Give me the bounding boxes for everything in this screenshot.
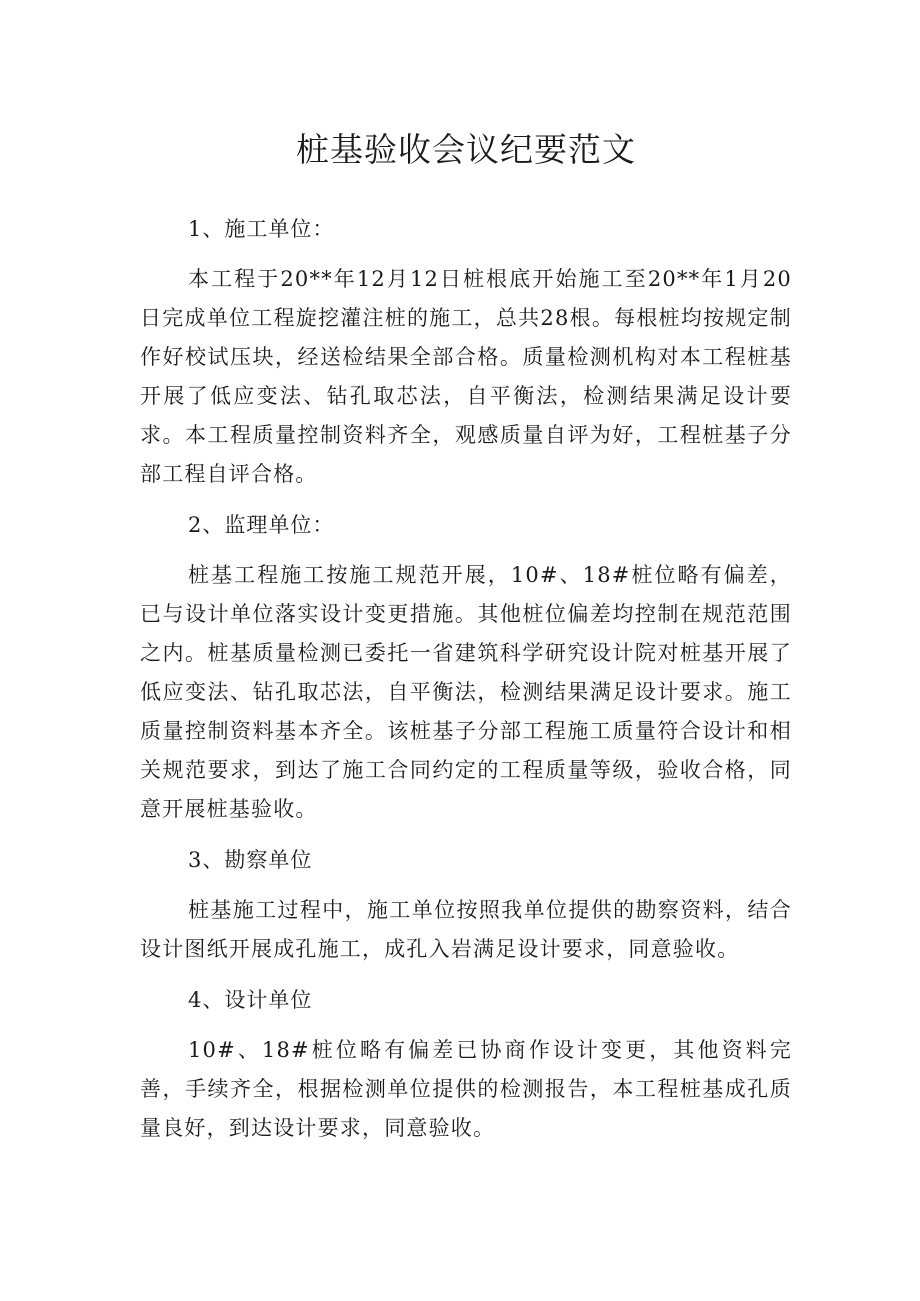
section-body: 桩基工程施工按施工规范开展，10#、18#桩位略有偏差，已与设计单位落实设计变更措施。其他桩位偏差均控制在规范范围之内。桩基质量检测已委托一省建筑科学研究设计院对桩基开展了低应变法、钻孔取芯法，自平衡法，检测结果满足设计要求。施工质量控制资料基本齐全。该桩基子分部工程施工质量符合设计和相关规范要求，到达了施工合同约定的工程质量等级，验收合格，同意开展桩基验收。 — [140, 563, 792, 821]
section-construction-unit — [140, 212, 792, 494]
section-heading: 1、施工单位： — [188, 217, 335, 241]
section-supervision-unit — [140, 508, 792, 829]
section-design-unit — [140, 983, 792, 1148]
section-body: 本工程于20**年12月12日桩根底开始施工至20**年1月20日完成单位工程旋挖灌注桩的施工，总共28根。每根桩均按规定制作好校试压块，经送检结果全部合格。质量检测机构对本工程桩基开展了低应变法、钻孔取芯法，自平衡法，检测结果满足设计要求。本工程质量控制资料齐全，观感质量自评为好，工程桩基子分部工程自评合格。 — [140, 267, 792, 486]
section-heading: 4、设计单位 — [188, 988, 313, 1012]
section-survey-unit — [140, 843, 792, 969]
section-body: 桩基施工过程中，施工单位按照我单位提供的勘察资料，结合设计图纸开展成孔施工，成孔入岩满足设计要求，同意验收。 — [140, 898, 792, 961]
document-page — [140, 128, 792, 1162]
section-heading: 3、勘察单位 — [188, 848, 313, 872]
section-body: 10#、18#桩位略有偏差已协商作设计变更，其他资料完善，手续齐全，根据检测单位提供的检测报告，本工程桩基成孔质量良好，到达设计要求，同意验收。 — [140, 1038, 792, 1140]
section-heading: 2、监理单位： — [188, 513, 335, 537]
document-title: 桩基验收会议纪要范文 — [296, 130, 636, 169]
